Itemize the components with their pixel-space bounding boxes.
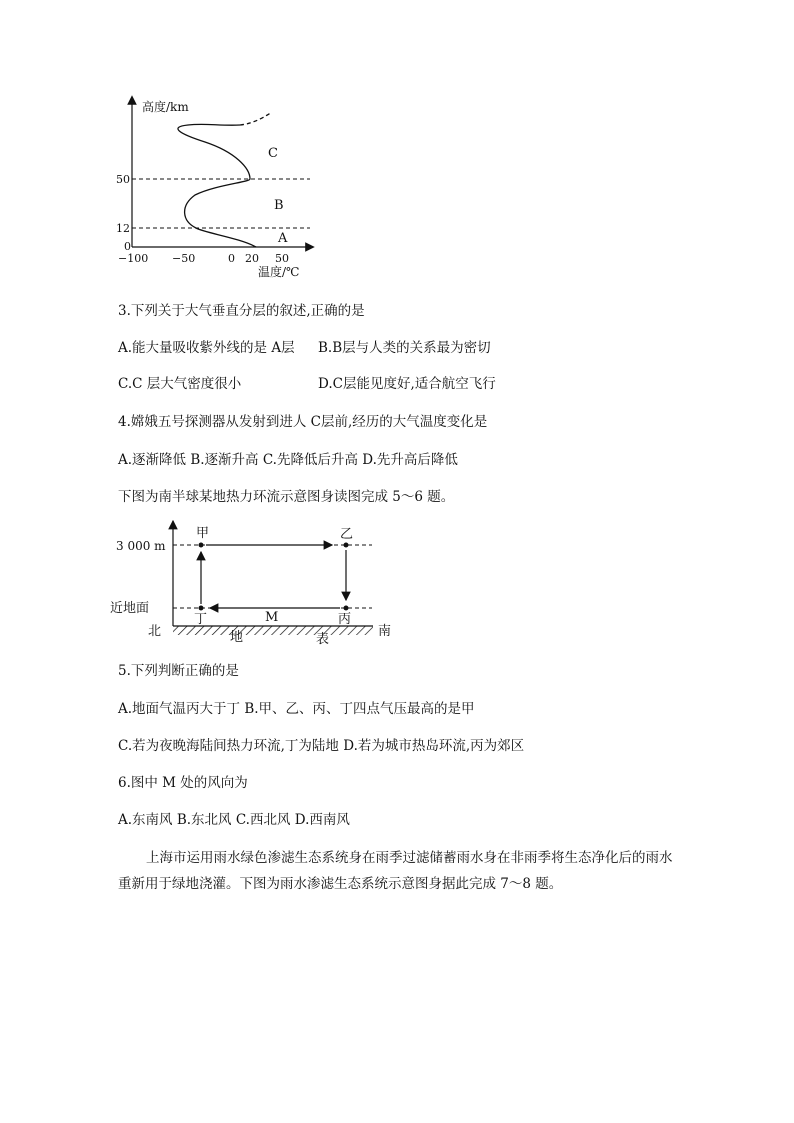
thermal-circulation-figure [110,516,400,648]
question-5-options-line-1: A.地面气温丙大于丁 B.甲、乙、丙、丁四点气压最高的是甲 [118,701,475,717]
x-tick-50: 50 [275,252,289,265]
question-6-options: A.东南风 B.东北风 C.西北风 D.西南风 [118,812,350,828]
x-tick-0: 0 [228,252,235,265]
surface-label-di: 地 [230,630,244,645]
x-tick-neg50: −50 [172,252,196,265]
ground-surface [173,626,373,635]
intro-5-6: 下图为南半球某地热力环流示意图身读图完成 5～6 题。 [118,489,455,505]
question-6-stem: 6.图中 M 处的风向为 [118,775,248,791]
question-4-options: A.逐渐降低 B.逐渐升高 C.先降低后升高 D.先升高后降低 [118,452,458,468]
atmosphere-temperature-figure [110,92,340,282]
x-tick-20: 20 [245,252,259,265]
ground-label: 近地面 [110,601,150,616]
y-tick-12: 12 [116,222,130,235]
surface-label-biao: 表 [316,632,330,647]
intro-7-8: 上海市运用雨水绿色渗滤生态系统身在雨季过滤储蓄雨水身在非雨季将生态净化后的雨水 重新用于绿地浇灌。下图为雨水渗滤生态系统示意图身据此完成 7～8 题。 [118,850,673,892]
question-3-option-a: A.能大量吸收紫外线的是 A层 [118,340,295,356]
question-3-option-b: B.B层与人类的关系最为密切 [318,340,491,356]
point-yi-label: 乙 [340,527,354,542]
point-jia-label: 甲 [196,526,210,541]
north-label: 北 [148,624,162,639]
south-label: 南 [378,624,392,639]
y-tick-50: 50 [116,173,130,186]
layer-c-label: C [268,146,278,161]
layer-b-label: B [274,198,284,213]
x-axis-label: 温度/℃ [258,265,300,279]
y-tick-0: 0 [124,240,131,253]
height-3000-label: 3 000 m [116,539,166,553]
point-ding-label: 丁 [194,612,208,627]
point-jia [199,543,204,548]
question-3-option-c: C.C 层大气密度很小 [118,376,242,392]
question-5-stem: 5.下列判断正确的是 [118,663,239,679]
m-label: M [265,610,279,625]
x-tick-neg100: −100 [118,252,149,265]
point-bing-label: 丙 [338,612,352,627]
point-yi [344,543,349,548]
question-3-stem: 3.下列关于大气垂直分层的叙述,正确的是 [118,303,365,319]
temperature-curve [178,124,256,247]
question-5-options-line-2: C.若为夜晚海陆间热力环流,丁为陆地 D.若为城市热岛环流,丙为郊区 [118,738,525,754]
point-ding [199,606,204,611]
y-axis-label: 高度/km [142,100,189,114]
point-bing [344,606,349,611]
layer-a-label: A [278,231,288,246]
question-3-option-d: D.C层能见度好,适合航空飞行 [318,376,496,392]
temperature-curve-dashed [240,112,272,125]
question-4-stem: 4.嫦娥五号探测器从发射到进人 C层前,经历的大气温度变化是 [118,414,488,430]
